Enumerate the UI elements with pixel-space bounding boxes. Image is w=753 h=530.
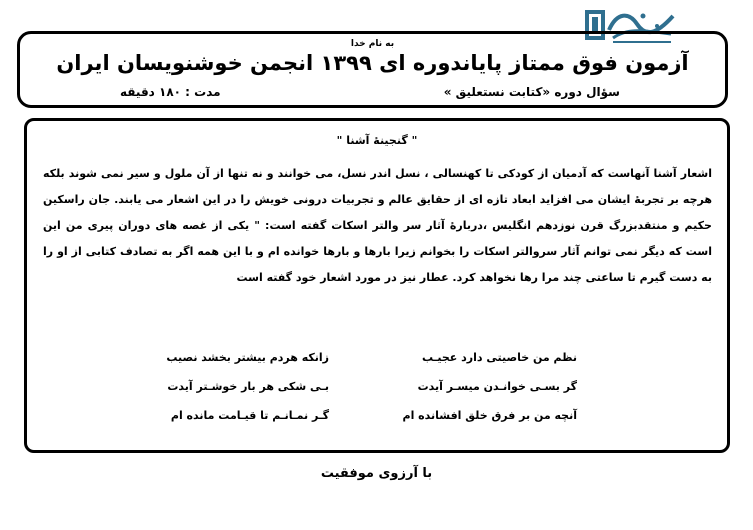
poem-hemistich-right: نظم من خاصیتی دارد عجیـب xyxy=(421,351,577,364)
poem-couplet xyxy=(27,409,727,429)
closing-wish: با آرزوی موفقیت xyxy=(320,466,433,481)
bismillah-text: به نام خدا xyxy=(350,39,395,49)
passage-box xyxy=(24,118,730,453)
poem-hemistich-left: بـی شکی هر بار خوشـتر آیدت xyxy=(167,380,329,393)
poem-hemistich-right: آنچه من بر فرق خلق افشانده ام xyxy=(402,409,577,422)
passage-text: اشعار آشنا آنهاست که آدمیان از کودکی تا کهنسالی ، نسل اندر نسل، می خوانند و نه تنها از آن ملول و سیر نمی شوند بلکه هرچه بر تجربهٔ ایشان می افزاید ابعاد تازه ای از حقایق عالم و تجربیات درونی خویش را در این اشعار می یابند. جان راسکین حکیم و منتقدبزرگ قرن نوزدهم انگلیس ،دربارهٔ آثار سر والتر اسکات گفته است: " یکی از غصه های دوران پیری من این است که دیگر نمی توانم آثار سروالتر اسکات را بخوانم زیرا بارها و بارها خوانده ام و با این همه اگر به تصادف کتابی از او را به دست گیرم تا ساعتی چند مرا رها نخواهد کرد. عطار نیز در مورد اشعار خود گفته است xyxy=(43,167,712,284)
exam-question-label: سؤال دوره «کتابت نستعلیق » xyxy=(443,85,620,99)
exam-duration-label: مدت : ۱۸۰ دقیقه xyxy=(120,85,221,99)
header-box xyxy=(17,31,728,108)
passage-title: " گنجینهٔ آشنا " xyxy=(336,134,418,147)
poem-hemistich-left: گـر نمـانـم تا قیـامت مانده ام xyxy=(170,409,329,422)
poem-hemistich-right: گر بسـی خوانـدن میسـر آیدت xyxy=(417,380,577,393)
poem-couplet xyxy=(27,380,727,400)
poem-couplet xyxy=(27,351,727,371)
exam-title: آزمون فوق ممتاز پایاندوره ای ۱۳۹۹ انجمن خوشنویسان ایران xyxy=(56,51,689,75)
poem-hemistich-left: زانکه هردم بیشتر بخشد نصیب xyxy=(166,351,329,364)
